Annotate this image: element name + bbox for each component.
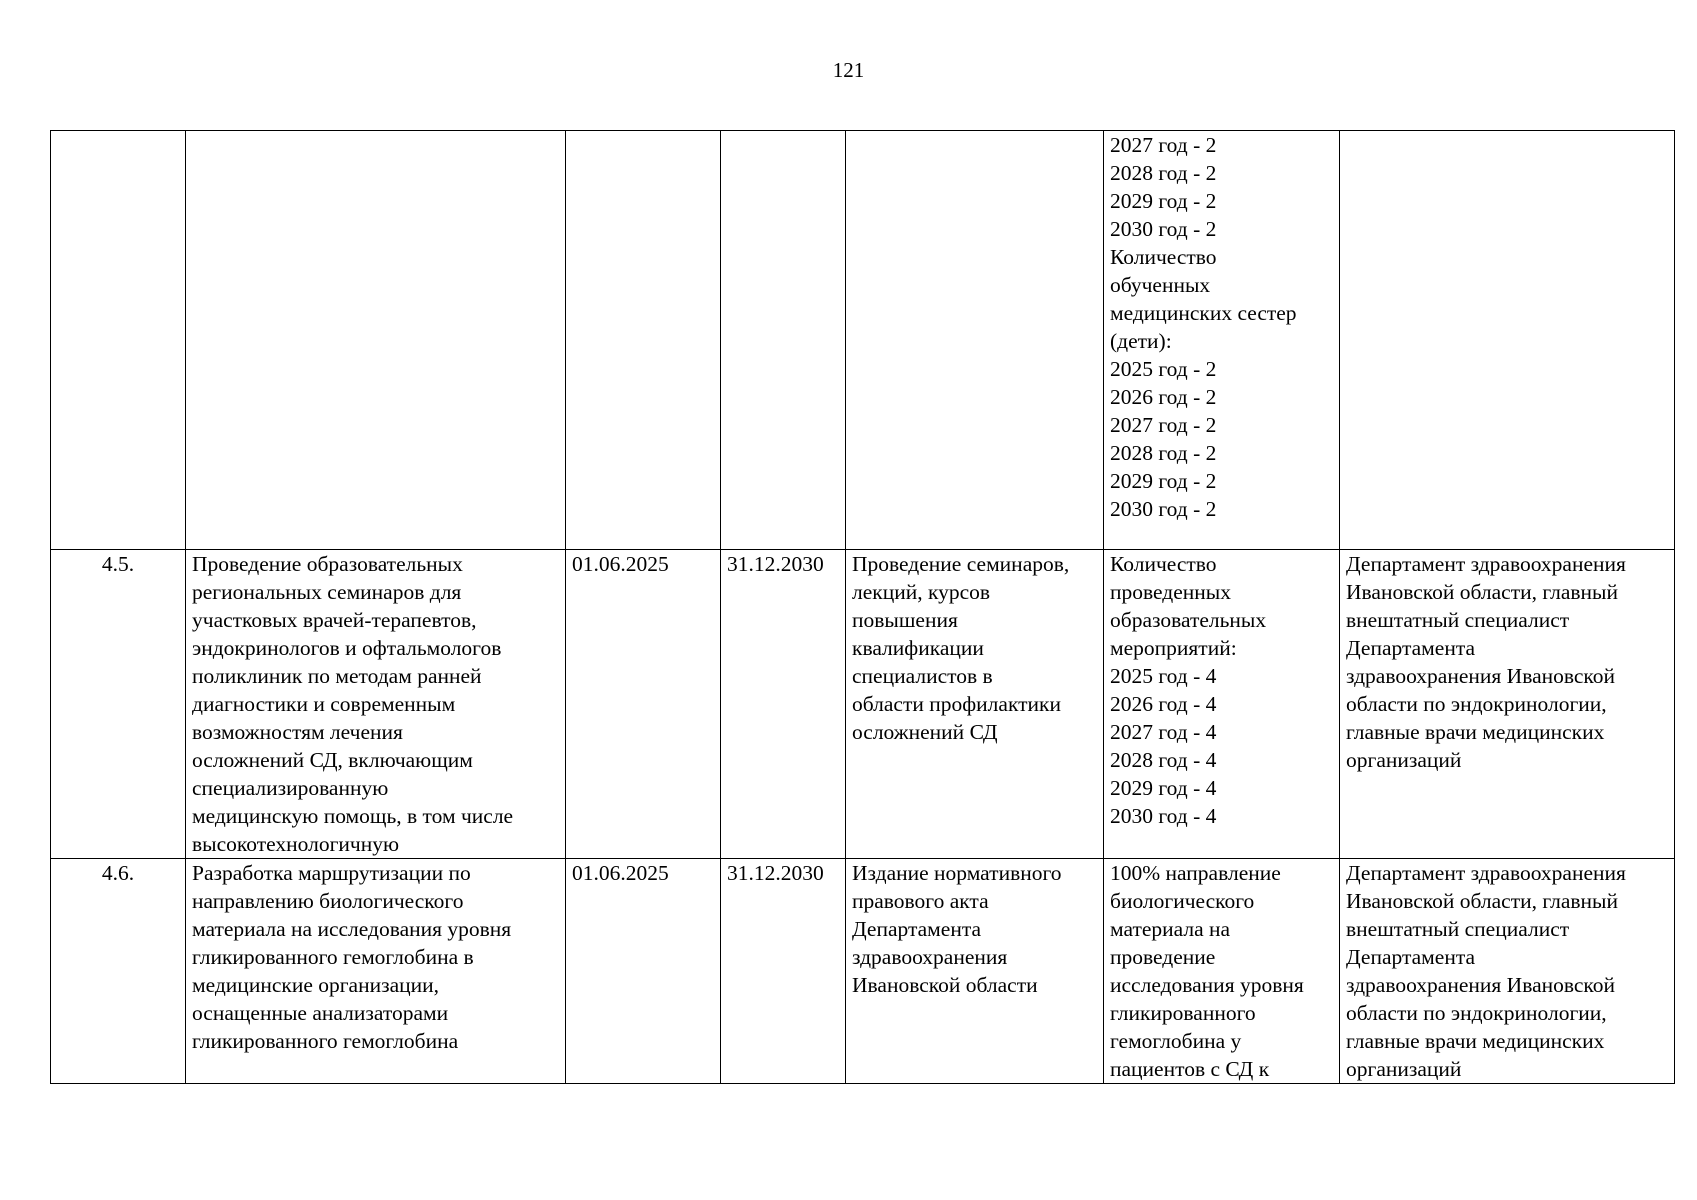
cell-start-date: 01.06.2025 (566, 859, 721, 1084)
text-line: специалистов в (852, 664, 993, 688)
table-row (51, 859, 1675, 1084)
text-line: гемоглобина у (1110, 1029, 1242, 1053)
text-line: эндокринологов и офтальмологов (192, 636, 502, 660)
text-line: области профилактики (852, 692, 1061, 716)
cell-start-date: 01.06.2025 (566, 550, 721, 859)
text-line: Ивановской области (852, 973, 1038, 997)
text-line: лекций, курсов (852, 580, 991, 604)
text-line: 100% направление (1110, 861, 1281, 885)
text-line: Ивановской области, главный (1346, 889, 1618, 913)
text-line: мероприятий: (1110, 636, 1237, 660)
text-line: здравоохранения Ивановской (1346, 973, 1616, 997)
text-line: внештатный специалист (1346, 608, 1570, 632)
cell-end-date: 31.12.2030 (721, 550, 846, 859)
text-line: 2027 год - 4 (1110, 720, 1217, 744)
text-line: 2026 год - 4 (1110, 692, 1217, 716)
text-line: медицинскую помощь, в том числе (192, 804, 514, 828)
cell-event (186, 550, 566, 859)
text-line: 2027 год - 2 (1110, 133, 1217, 157)
text-line: Количество (1110, 552, 1217, 576)
cell-event (186, 131, 566, 550)
cell-number (51, 131, 186, 550)
cell-indicator (1104, 131, 1340, 550)
text-line: организаций (1346, 1057, 1462, 1081)
text-line: 2030 год - 2 (1110, 217, 1217, 241)
text-line: проведенных (1110, 580, 1231, 604)
text-line: Ивановской области, главный (1346, 580, 1618, 604)
text-line: направлению биологического (192, 889, 464, 913)
text-line: 2029 год - 2 (1110, 469, 1217, 493)
text-line: 2025 год - 2 (1110, 357, 1217, 381)
text-line: Департамент здравоохранения (1346, 552, 1626, 576)
cell-result (846, 131, 1104, 550)
text-line: главные врачи медицинских (1346, 720, 1605, 744)
cell-number: 4.6. (51, 859, 186, 1084)
table-row (51, 550, 1675, 859)
text-line: материала на (1110, 917, 1231, 941)
text-line: Департамента (852, 917, 982, 941)
text-line: гликированного (1110, 1001, 1256, 1025)
text-line: здравоохранения (852, 945, 1008, 969)
text-line: гликированного гемоглобина в (192, 945, 474, 969)
text-line: 2029 год - 2 (1110, 189, 1217, 213)
cell-number: 4.5. (51, 550, 186, 859)
text-line: гликированного гемоглобина (192, 1029, 459, 1053)
text-line: исследования уровня (1110, 973, 1304, 997)
text-line: медицинские организации, (192, 973, 440, 997)
text-line: области по эндокринологии, (1346, 1001, 1607, 1025)
text-line: биологического (1110, 889, 1255, 913)
text-line: пациентов с СД к (1110, 1057, 1270, 1081)
text-line: внештатный специалист (1346, 917, 1570, 941)
text-line: организаций (1346, 748, 1462, 772)
cell-result (846, 859, 1104, 1084)
text-line: 2029 год - 4 (1110, 776, 1217, 800)
text-line: 2030 год - 2 (1110, 497, 1217, 521)
cell-result (846, 550, 1104, 859)
text-line: Департамента (1346, 636, 1476, 660)
cell-indicator (1104, 550, 1340, 859)
text-line: 2025 год - 4 (1110, 664, 1217, 688)
page-number: 121 (832, 58, 865, 82)
text-line: оснащенные анализаторами (192, 1001, 449, 1025)
text-line: 2028 год - 4 (1110, 748, 1217, 772)
text-line: материала на исследования уровня (192, 917, 512, 941)
text-line: осложнений СД (852, 720, 998, 744)
text-line: диагностики и современным (192, 692, 456, 716)
text-line: Департамент здравоохранения (1346, 861, 1626, 885)
text-line: образовательных (1110, 608, 1267, 632)
text-line: осложнений СД, включающим (192, 748, 473, 772)
table-row (51, 131, 1675, 550)
cell-indicator (1104, 859, 1340, 1084)
text-line: специализированную (192, 776, 389, 800)
measures-table (50, 130, 1675, 1084)
text-line: участковых врачей-терапевтов, (192, 608, 477, 632)
text-line: области по эндокринологии, (1346, 692, 1607, 716)
text-line: обученных (1110, 273, 1211, 297)
cell-end-date (721, 131, 846, 550)
text-line: Департамента (1346, 945, 1476, 969)
text-line: Количество (1110, 245, 1217, 269)
text-line: поликлиник по методам ранней (192, 664, 482, 688)
text-line: Разработка маршрутизации по (192, 861, 471, 885)
text-line: 2027 год - 2 (1110, 413, 1217, 437)
text-line: возможностям лечения (192, 720, 403, 744)
cell-event (186, 859, 566, 1084)
cell-start-date (566, 131, 721, 550)
text-line: Издание нормативного (852, 861, 1062, 885)
text-line: 2026 год - 2 (1110, 385, 1217, 409)
text-line: региональных семинаров для (192, 580, 462, 604)
cell-responsible (1340, 131, 1675, 550)
text-line: медицинских сестер (1110, 301, 1297, 325)
text-line: главные врачи медицинских (1346, 1029, 1605, 1053)
text-line: 2030 год - 4 (1110, 804, 1217, 828)
text-line: (дети): (1110, 329, 1172, 353)
text-line: здравоохранения Ивановской (1346, 664, 1616, 688)
cell-responsible (1340, 550, 1675, 859)
text-line: Проведение образовательных (192, 552, 463, 576)
text-line: повышения (852, 608, 958, 632)
text-line: квалификации (852, 636, 984, 660)
text-line: высокотехнологичную (192, 832, 400, 856)
text-line: 2028 год - 2 (1110, 161, 1217, 185)
text-line: 2028 год - 2 (1110, 441, 1217, 465)
text-line: правового акта (852, 889, 989, 913)
cell-responsible (1340, 859, 1675, 1084)
text-line: Проведение семинаров, (852, 552, 1070, 576)
cell-end-date: 31.12.2030 (721, 859, 846, 1084)
text-line: проведение (1110, 945, 1216, 969)
